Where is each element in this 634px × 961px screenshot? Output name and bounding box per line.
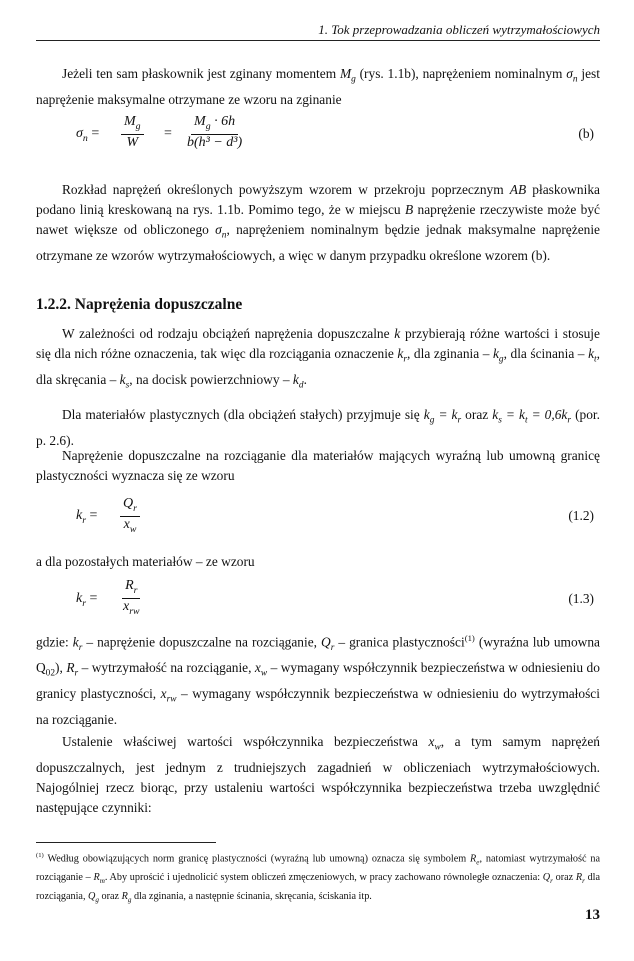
paragraph-6: a dla pozostałych materiałów – ze wzoru [36,554,255,569]
footnote: $^{(1)}$ Według obowiązujących norm granicę plastyczności (wyraźną lub umowną) oznacza się symbolem $R_e$, natomiast wytrzymałość na rozciąganie – $R_m$. Aby uprościć i ujednolicić system obliczeń zmęczeniowych, w pracy zachowano równoległe oznaczenia: $Q_r$ oraz $R_r$ dla rozciągania, $Q_g$ oraz $R_g$ dla zginania, a następnie ścinania, skręcania, ściskania itp. [36,852,601,905]
paragraph-8: Ustalenie właściwej wartości współczynnika bezpieczeństwa $x_w$, a tym samym naprężeń dopuszczalnych, jest jednym z trudniejszych zagadnień w obliczeniach wytrzymałościowych. Najogólniej rzecz biorąc, przy ustaleniu wartości współczynnika bezpieczeństwa trzeba uwzględnić następujące czynniki: [36,734,601,816]
paragraph-1: Jeżeli ten sam płaskownik jest zginany momentem $M_g$ (rys. 1.1b), naprężeniem nominalnym $\sigma_n$ jest naprężenie maksymalne otrzymane ze wzoru na zginanie [36,66,600,107]
paragraph-4: Dla materiałów plastycznych (dla obciążeń stałych) przyjmuje się $k_g = k_r$ oraz $k_s = k_t = 0,6k_r$ (por. p. 2.6). [36,407,600,448]
paragraph-7: gdzie: $k_r$ – naprężenie dopuszczalne na rozciąganie, $Q_r$ – granica plastyczności$^{(1)}$ (wyraźna lub umowna $Q_{02}$), $R_r$ – wytrzymałość na rozciąganie, $x_w$ – wymagany współczynnik bezpieczeństwa w odniesieniu do granicy plastyczności, $x_{rw}$ – wymagany współczynnik bezpieczeństwa w odniesieniu do wytrzymałości na rozciąganie. [36,633,600,728]
fraction-q-x: $\frac{Q_r}{x_w}$ [120,496,140,538]
paragraph-5: Naprężenie dopuszczalne na rozciąganie dla materiałów mających wyraźną lub umowną granicę plastyczności wyznacza się ze wzoru [36,448,600,484]
fraction-mg-w: $\frac{M_g}{W}$ [121,114,144,151]
paragraph-3: W zależności od rodzaju obciążeń naprężenia dopuszczalne k przybierają różne wartości i stosuje się dla nich różne oznaczenia, tak więc dla rozciągania oznaczenie $k_r$, dla zginania – $k_g$, dla ścinania – $k_t$, dla skręcania – $k_s$, na docisk powierzchniowy – $k_d$. [36,326,600,391]
formula-b: $\sigma_n$ = $\frac{M_g}{W}$ = $\frac{M_g \cdot 6h}{\text{b(h³ − d³)}}$ (b) [76,114,594,150]
running-header: 1. Tok przeprowadzania obliczeń wytrzymałościowych [36,22,600,41]
formula-1-2: $k_r$ = $\frac{Q_r}{x_w}$ (1.2) [36,496,600,540]
formula-1-3: $k_r$ = $R_r$ $x_{rw}$ (1.3) [36,578,600,622]
paragraph-2: Rozkład naprężeń określonych powyższym wzorem w przekroju poprzecznym AB płaskownika podano linią kreskowaną na rys. 1.1b. Pomimo tego, że w miejscu B naprężenie rzeczywiste może być nawet większe od obliczonego $\sigma_n$, naprężeniem nominalnym będzie jednak maksymalne naprężenie otrzymane ze wzorów wytrzymałościowych, a więc w danym przypadku określone wzorem (b). [36,182,601,264]
fraction-mg6h: $\frac{M_g \cdot 6h}{\text{b(h³ − d³)}}$ [187,114,243,150]
section-heading: 1.2.2. Naprężenia dopuszczalne [36,296,243,313]
footnote-divider [36,842,216,843]
fraction-r-x: $R_r$ $x_{rw}$ [123,578,140,617]
page-number: 13 [585,907,600,923]
